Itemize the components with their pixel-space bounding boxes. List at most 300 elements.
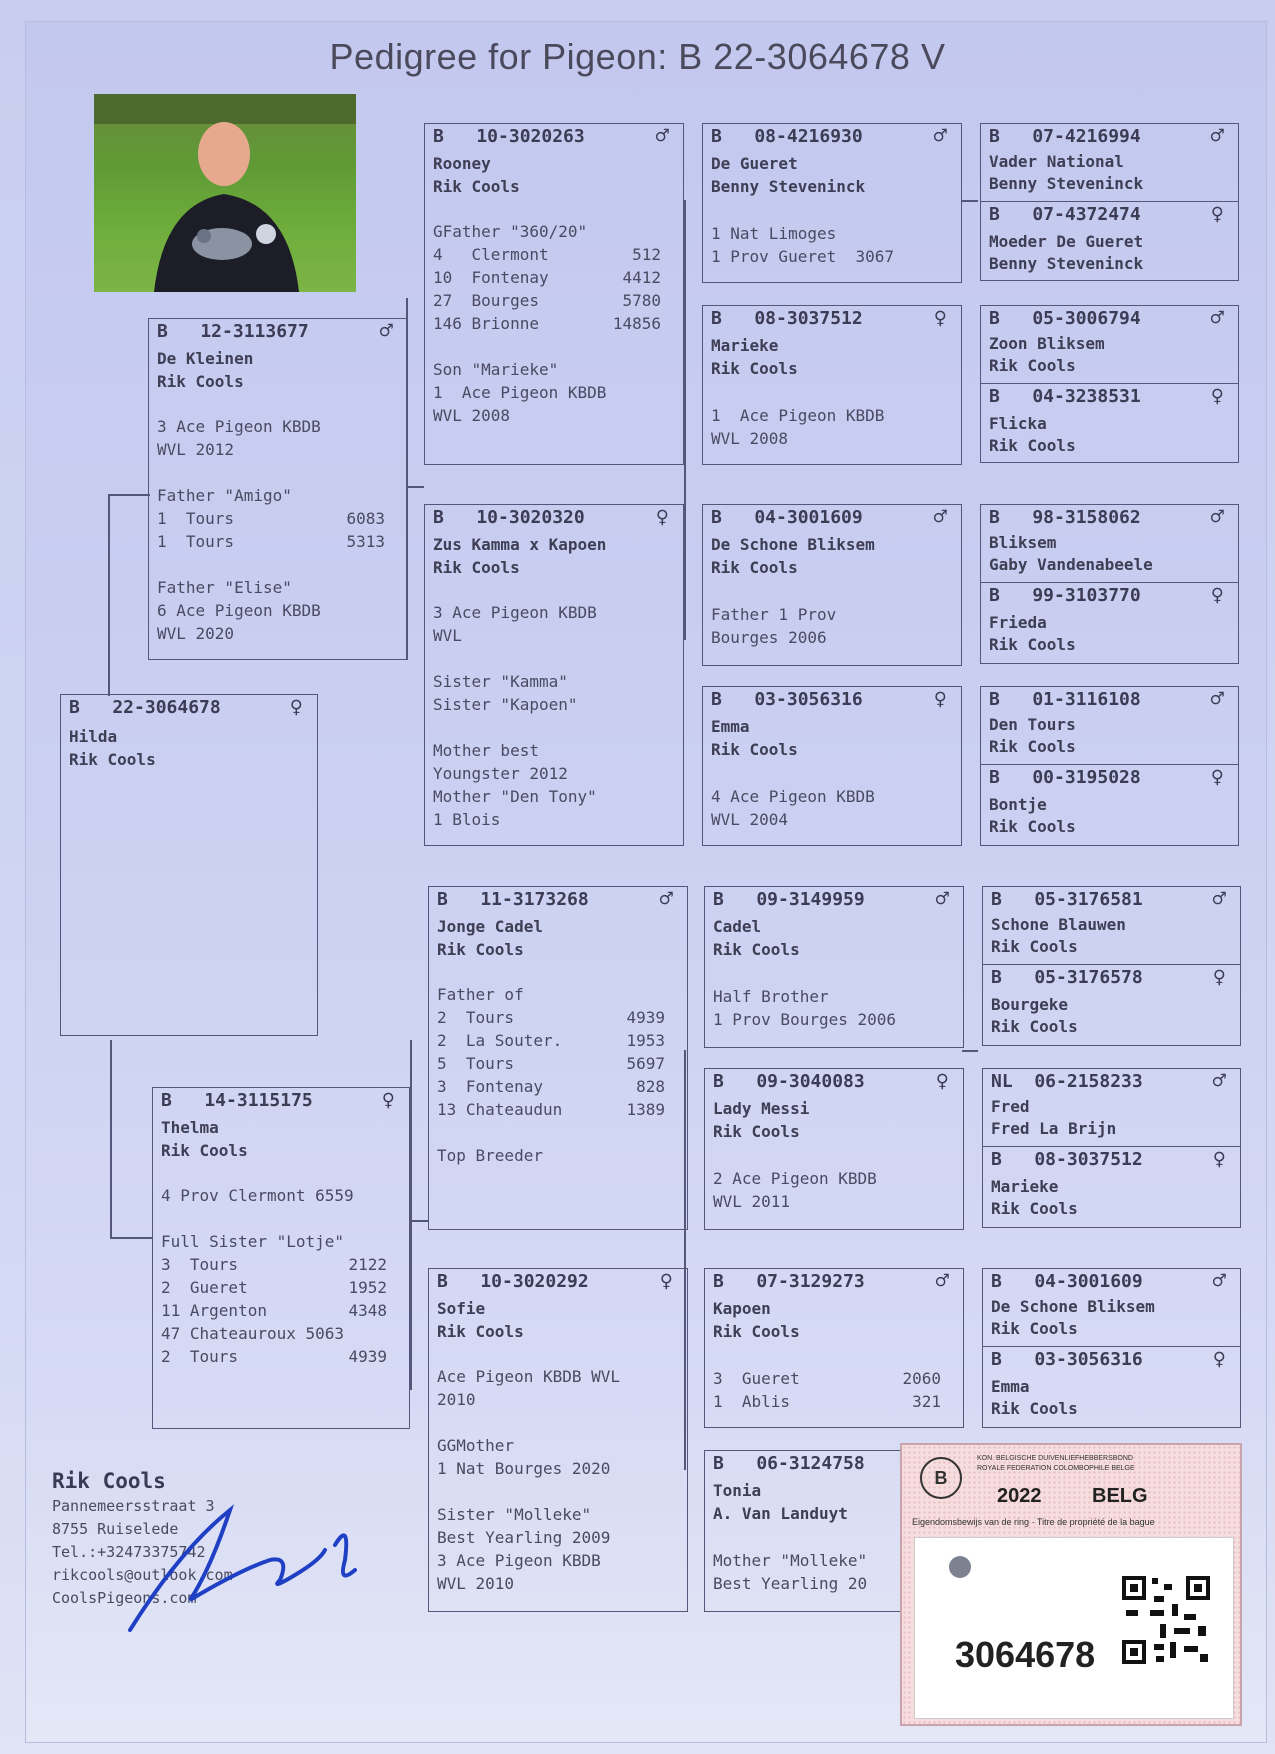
note-line: [161, 1276, 387, 1299]
note-text: Father 1 Prov: [711, 605, 837, 624]
note-value: 828: [636, 1077, 665, 1096]
note-text: Father of: [437, 985, 524, 1004]
note-text: 11 Argenton: [161, 1301, 267, 1320]
note-line: [433, 289, 661, 312]
female-symbol-icon: ♀: [1210, 202, 1224, 227]
owner-name: Rik Cools: [711, 558, 798, 577]
note-text: Sister "Kamma": [433, 672, 568, 691]
female-symbol-icon: ♀: [1210, 583, 1224, 608]
note-text: 1 Nat Bourges 2020: [437, 1459, 611, 1478]
note-text: 10 Fontenay: [433, 268, 549, 287]
male-symbol-icon: ♂: [1210, 306, 1224, 331]
ggg-pair-card: [980, 504, 1239, 664]
note-value: 14856: [612, 314, 661, 333]
note-text: Half Brother: [713, 987, 829, 1006]
pigeon-name: Jonge Cadel: [437, 917, 543, 936]
owner-name: Gaby Vandenabeele: [989, 555, 1153, 574]
ggg-pair-card: [980, 686, 1239, 846]
note-line: [157, 576, 385, 599]
note-text: 2 Tours: [161, 1347, 239, 1366]
note-text: 2 Tours: [437, 1008, 515, 1027]
address-line: 8755 Ruiselede: [52, 1520, 179, 1538]
pigeon-name: Marieke: [711, 336, 779, 355]
note-value: 1953: [626, 1031, 665, 1050]
pigeon-name: Frieda: [989, 613, 1047, 632]
performance-notes: [157, 415, 385, 645]
note-line: [713, 1367, 941, 1390]
note-line: [437, 1098, 665, 1121]
ring-number: B 08-3037512: [711, 308, 863, 329]
divider: [981, 764, 1238, 765]
pigeon-name: Cadel: [713, 917, 762, 936]
note-text: 2 Gueret: [161, 1278, 248, 1297]
note-line: [437, 1075, 665, 1098]
note-line: [711, 626, 939, 649]
note-line: [437, 1503, 665, 1526]
female-symbol-icon: ♀: [659, 1269, 673, 1294]
pigeon-name: De Schone Bliksem: [991, 1297, 1155, 1316]
owner-name: A. Van Landuyt: [713, 1504, 848, 1523]
note-text: WVL 2020: [157, 624, 235, 643]
note-line: [161, 1207, 387, 1230]
female-symbol-icon: ♀: [1212, 965, 1226, 990]
note-text: Best Yearling 2009: [437, 1528, 611, 1547]
ggg-pair-card: [982, 1068, 1241, 1228]
pigeon-name: De Gueret: [711, 154, 798, 173]
great-grandparent-card: [704, 1268, 964, 1428]
pigeon-name: Zus Kamma x Kapoen: [433, 535, 607, 554]
divider: [981, 201, 1238, 202]
ring-number: B 04-3238531: [989, 386, 1141, 407]
page-title: Pedigree for Pigeon: B 22-3064678 V: [329, 36, 946, 77]
note-text: 4 Ace Pigeon KBDB: [711, 787, 875, 806]
note-line: [711, 404, 939, 427]
note-text: Sister "Molleke": [437, 1505, 592, 1524]
note-text: 1 Blois: [433, 810, 501, 829]
note-line: [713, 1390, 941, 1413]
ring-number: B 08-4216930: [711, 126, 863, 147]
note-text: 4 Prov Clermont 6559: [161, 1186, 354, 1205]
note-line: [157, 507, 385, 530]
note-line: [157, 461, 385, 484]
performance-notes: [713, 985, 941, 1031]
note-text: Father "Amigo": [157, 486, 292, 505]
owner-name: Benny Steveninck: [989, 174, 1144, 193]
note-value: 4348: [348, 1301, 387, 1320]
note-text: 3 Tours: [161, 1255, 239, 1274]
pigeon-name: Sofie: [437, 1299, 486, 1318]
note-line: [161, 1253, 387, 1276]
note-line: [437, 1526, 665, 1549]
note-line: [437, 1411, 665, 1434]
ring-number: B 10-3020263: [433, 126, 585, 147]
note-text: 2 Ace Pigeon KBDB: [713, 1169, 877, 1188]
note-line: [437, 1029, 665, 1052]
note-text: 2 La Souter.: [437, 1031, 563, 1050]
pigeon-name: Rooney: [433, 154, 491, 173]
note-line: [433, 762, 661, 785]
note-line: [161, 1184, 387, 1207]
ring-number: B 03-3056316: [711, 689, 863, 710]
owner-name: Rik Cools: [157, 372, 244, 391]
great-grandparent-card: [702, 123, 962, 283]
female-symbol-icon: ♀: [1210, 384, 1224, 409]
performance-notes: [711, 603, 939, 649]
subject-card: [60, 694, 318, 1036]
note-line: [437, 1144, 665, 1167]
ring-caption: Eigendomsbewijs van de ring · Titre de propriété de la bague: [912, 1517, 1155, 1527]
note-text: Best Yearling 20: [713, 1574, 868, 1593]
note-line: [711, 785, 939, 808]
pigeon-name: Den Tours: [989, 715, 1076, 734]
ring-number: B 98-3158062: [989, 507, 1141, 528]
female-symbol-icon: ♀: [1212, 1147, 1226, 1172]
male-symbol-icon: ♂: [1212, 1269, 1226, 1294]
note-line: [433, 266, 661, 289]
note-line: [437, 1121, 665, 1144]
divider: [983, 1346, 1240, 1347]
note-value: 4939: [626, 1008, 665, 1027]
note-line: [437, 1434, 665, 1457]
note-line: [437, 1052, 665, 1075]
owner-name: Rik Cools: [991, 1199, 1078, 1218]
grandparent-card: [428, 886, 688, 1230]
ring-number: B 99-3103770: [989, 585, 1141, 606]
note-line: [157, 599, 385, 622]
note-line: [161, 1345, 387, 1368]
note-line: [437, 1006, 665, 1029]
pigeon-name: De Schone Bliksem: [711, 535, 875, 554]
performance-notes: [711, 785, 939, 831]
owner-name: Rik Cools: [989, 817, 1076, 836]
note-line: [711, 427, 939, 450]
male-symbol-icon: ♂: [659, 887, 673, 912]
pigeon-name: Vader National: [989, 152, 1124, 171]
owner-name: Rik Cools: [991, 1399, 1078, 1418]
note-text: 1 Ablis: [713, 1392, 791, 1411]
performance-notes: [711, 404, 939, 450]
kbdb-logo-icon: B: [920, 1457, 962, 1499]
website-line: CoolsPigeons.com: [52, 1589, 197, 1607]
note-value: 321: [912, 1392, 941, 1411]
note-line: [157, 484, 385, 507]
note-line: [713, 1167, 941, 1190]
pigeon-name: De Kleinen: [157, 349, 254, 368]
breeder-photo: [94, 94, 356, 292]
note-value: 2060: [902, 1369, 941, 1388]
note-text: 1 Ace Pigeon KBDB: [711, 406, 885, 425]
connector: [410, 1040, 412, 1390]
owner-name: Rik Cools: [991, 1319, 1078, 1338]
ring-number: B 00-3195028: [989, 767, 1141, 788]
ring-number: B 05-3176581: [991, 889, 1143, 910]
note-text: Ace Pigeon KBDB WVL: [437, 1367, 621, 1386]
female-symbol-icon: ♀: [1212, 1347, 1226, 1372]
note-value: 1952: [348, 1278, 387, 1297]
note-line: [433, 381, 661, 404]
male-symbol-icon: ♂: [655, 124, 669, 149]
dam-card: [152, 1087, 410, 1429]
note-line: [433, 670, 661, 693]
ggg-pair-card: [982, 886, 1241, 1046]
breeder-name: Rik Cools: [52, 1469, 166, 1493]
ring-number: B 10-3020320: [433, 507, 585, 528]
owner-name: Rik Cools: [711, 740, 798, 759]
female-symbol-icon: ♀: [1210, 765, 1224, 790]
note-line: [433, 693, 661, 716]
note-value: 5780: [622, 291, 661, 310]
note-line: [711, 222, 939, 245]
performance-notes: [713, 1367, 941, 1413]
ring-number: B 03-3056316: [991, 1349, 1143, 1370]
note-text: 3 Ace Pigeon KBDB: [157, 417, 321, 436]
note-text: 2010: [437, 1390, 476, 1409]
note-line: [711, 603, 939, 626]
ring-number: B 08-3037512: [991, 1149, 1143, 1170]
male-symbol-icon: ♂: [1210, 505, 1224, 530]
performance-notes: [161, 1184, 387, 1368]
male-symbol-icon: ♂: [1212, 1069, 1226, 1094]
note-line: [433, 785, 661, 808]
note-line: [713, 1190, 941, 1213]
ring-number: B 05-3006794: [989, 308, 1141, 329]
note-text: 1 Prov Bourges 2006: [713, 1010, 897, 1029]
note-line: [433, 243, 661, 266]
note-value: 4412: [622, 268, 661, 287]
pigeon-name: Hilda: [69, 727, 118, 746]
performance-notes: [433, 220, 661, 427]
note-line: [713, 1008, 941, 1031]
owner-name: Rik Cools: [989, 436, 1076, 455]
female-symbol-icon: ♀: [933, 306, 947, 331]
note-line: [433, 404, 661, 427]
note-line: [433, 601, 661, 624]
note-text: Youngster 2012: [433, 764, 568, 783]
note-line: [433, 624, 661, 647]
note-text: 3 Fontenay: [437, 1077, 543, 1096]
note-line: [711, 245, 939, 268]
note-text: Full Sister "Lotje": [161, 1232, 345, 1251]
note-value: 2122: [348, 1255, 387, 1274]
owner-name: Fred La Brijn: [991, 1119, 1117, 1138]
note-line: [161, 1299, 387, 1322]
note-text: WVL 2008: [433, 406, 511, 425]
note-line: [157, 530, 385, 553]
note-text: Sister "Kapoen": [433, 695, 578, 714]
ring-number: B 09-3149959: [713, 889, 865, 910]
pigeon-name: Tonia: [713, 1481, 762, 1500]
note-line: [433, 220, 661, 243]
performance-notes: [437, 983, 665, 1167]
pigeon-name: Kapoen: [713, 1299, 771, 1318]
pigeon-name: Emma: [991, 1377, 1030, 1396]
note-value: 1389: [626, 1100, 665, 1119]
male-symbol-icon: ♂: [933, 124, 947, 149]
note-text: WVL 2010: [437, 1574, 515, 1593]
grandparent-card: [428, 1268, 688, 1612]
connector: [962, 200, 978, 202]
owner-name: Rik Cools: [69, 750, 156, 769]
note-text: 6 Ace Pigeon KBDB: [157, 601, 321, 620]
ring-number: B 04-3001609: [991, 1271, 1143, 1292]
owner-name: Rik Cools: [433, 558, 520, 577]
note-text: 3 Gueret: [713, 1369, 800, 1388]
connector: [108, 494, 150, 496]
note-line: [713, 985, 941, 1008]
pigeon-name: Zoon Bliksem: [989, 334, 1105, 353]
ring-number: B 09-3040083: [713, 1071, 865, 1092]
note-text: GFather "360/20": [433, 222, 588, 241]
female-symbol-icon: ♀: [655, 505, 669, 530]
connector: [410, 1220, 428, 1222]
note-line: [157, 438, 385, 461]
ggg-pair-card: [980, 305, 1239, 463]
note-text: 1 Prov Gueret 3067: [711, 247, 895, 266]
note-text: Bourges 2006: [711, 628, 827, 647]
note-line: [437, 1549, 665, 1572]
note-text: Mother best: [433, 741, 539, 760]
note-line: [433, 739, 661, 762]
note-text: Mother "Den Tony": [433, 787, 597, 806]
male-symbol-icon: ♂: [933, 505, 947, 530]
owner-name: Rik Cools: [433, 177, 520, 196]
owner-name: Rik Cools: [713, 1322, 800, 1341]
owner-name: Rik Cools: [991, 1017, 1078, 1036]
male-symbol-icon: ♂: [935, 887, 949, 912]
ring-number: B 05-3176578: [991, 967, 1143, 988]
note-line: [157, 415, 385, 438]
ring-number-large: 3064678: [955, 1634, 1096, 1675]
note-line: [433, 647, 661, 670]
note-line: [433, 808, 661, 831]
ring-country: BELG: [1092, 1485, 1148, 1507]
note-text: Top Breeder: [437, 1146, 543, 1165]
pigeon-name: Bontje: [989, 795, 1047, 814]
great-grandparent-card: [702, 504, 962, 666]
ring-ownership-card: [900, 1443, 1242, 1726]
ring-number: B 04-3001609: [711, 507, 863, 528]
ring-number: B 07-4216994: [989, 126, 1141, 147]
sire-card: [148, 318, 408, 660]
hole-icon: [949, 1556, 971, 1578]
note-value: 512: [632, 245, 661, 264]
note-value: 4939: [348, 1347, 387, 1366]
performance-notes: [433, 601, 661, 831]
note-text: WVL 2004: [711, 810, 789, 829]
owner-name: Rik Cools: [991, 937, 1078, 956]
note-value: 5313: [346, 532, 385, 551]
org-name-nl: KON. BELGISCHE DUIVENLIEFHEBBERSBOND: [977, 1455, 1133, 1462]
ring-number: B 12-3113677: [157, 321, 309, 342]
owner-name: Rik Cools: [437, 1322, 524, 1341]
owner-name: Rik Cools: [989, 356, 1076, 375]
note-text: 1 Ace Pigeon KBDB: [433, 383, 607, 402]
male-symbol-icon: ♂: [1212, 887, 1226, 912]
note-text: 1 Tours: [157, 509, 235, 528]
grandparent-card: [424, 123, 684, 465]
note-text: 1 Tours: [157, 532, 235, 551]
note-text: Mother "Molleke": [713, 1551, 868, 1570]
note-text: 4 Clermont: [433, 245, 549, 264]
male-symbol-icon: ♂: [935, 1269, 949, 1294]
male-symbol-icon: ♂: [1210, 124, 1224, 149]
pigeon-name: Bliksem: [989, 533, 1057, 552]
divider: [983, 964, 1240, 965]
ring-number: B 07-3129273: [713, 1271, 865, 1292]
female-symbol-icon: ♀: [381, 1088, 395, 1113]
note-text: 146 Brionne: [433, 314, 539, 333]
ring-label: [914, 1537, 1234, 1719]
female-symbol-icon: ♀: [289, 695, 303, 720]
note-text: Son "Marieke": [433, 360, 559, 379]
great-grandparent-card: [702, 305, 962, 465]
pigeon-name: Emma: [711, 717, 750, 736]
divider: [981, 383, 1238, 384]
ring-year: 2022: [997, 1485, 1042, 1507]
note-text: GGMother: [437, 1436, 515, 1455]
note-line: [437, 983, 665, 1006]
ring-number: B 11-3173268: [437, 889, 589, 910]
pigeon-name: Bourgeke: [991, 995, 1069, 1014]
note-line: [433, 716, 661, 739]
note-line: [157, 553, 385, 576]
performance-notes: [713, 1167, 941, 1213]
ring-number: B 06-3124758: [713, 1453, 865, 1474]
note-value: 5697: [626, 1054, 665, 1073]
note-line: [161, 1230, 387, 1253]
signature: [120, 1490, 370, 1640]
pigeon-name: Fred: [991, 1097, 1030, 1116]
note-text: 5 Tours: [437, 1054, 515, 1073]
great-grandparent-card: [704, 886, 964, 1048]
female-symbol-icon: ♀: [935, 1069, 949, 1094]
owner-name: Rik Cools: [989, 635, 1076, 654]
great-grandparent-card: [704, 1068, 964, 1230]
pigeon-name: Marieke: [991, 1177, 1059, 1196]
performance-notes: [437, 1365, 665, 1595]
owner-name: Rik Cools: [713, 1122, 800, 1141]
connector: [110, 1040, 112, 1238]
owner-name: Rik Cools: [437, 940, 524, 959]
owner-name: Rik Cools: [161, 1141, 248, 1160]
pigeon-name: Moeder De Gueret: [989, 232, 1144, 251]
phone-line: Tel.:+32473375742: [52, 1543, 206, 1561]
note-line: [437, 1365, 665, 1388]
ring-number: B 10-3020292: [437, 1271, 589, 1292]
female-symbol-icon: ♀: [933, 687, 947, 712]
note-line: [433, 335, 661, 358]
owner-name: Benny Steveninck: [711, 177, 866, 196]
pigeon-name: Lady Messi: [713, 1099, 810, 1118]
note-text: 47 Chateauroux 5063: [161, 1324, 345, 1343]
ggg-pair-card: [980, 123, 1239, 281]
note-text: 3 Ace Pigeon KBDB: [433, 603, 597, 622]
note-text: WVL: [433, 626, 462, 645]
connector: [110, 1237, 152, 1239]
address-line: Pannemeersstraat 3: [52, 1497, 215, 1515]
note-line: [437, 1388, 665, 1411]
male-symbol-icon: ♂: [379, 319, 393, 344]
pigeon-name: Thelma: [161, 1118, 219, 1137]
note-text: 27 Bourges: [433, 291, 539, 310]
note-line: [711, 808, 939, 831]
ring-number: B 22-3064678: [69, 697, 221, 718]
note-line: [437, 1572, 665, 1595]
ring-number: B 01-3116108: [989, 689, 1141, 710]
owner-name: Rik Cools: [989, 737, 1076, 756]
ring-number: B 14-3115175: [161, 1090, 313, 1111]
male-symbol-icon: ♂: [1210, 687, 1224, 712]
